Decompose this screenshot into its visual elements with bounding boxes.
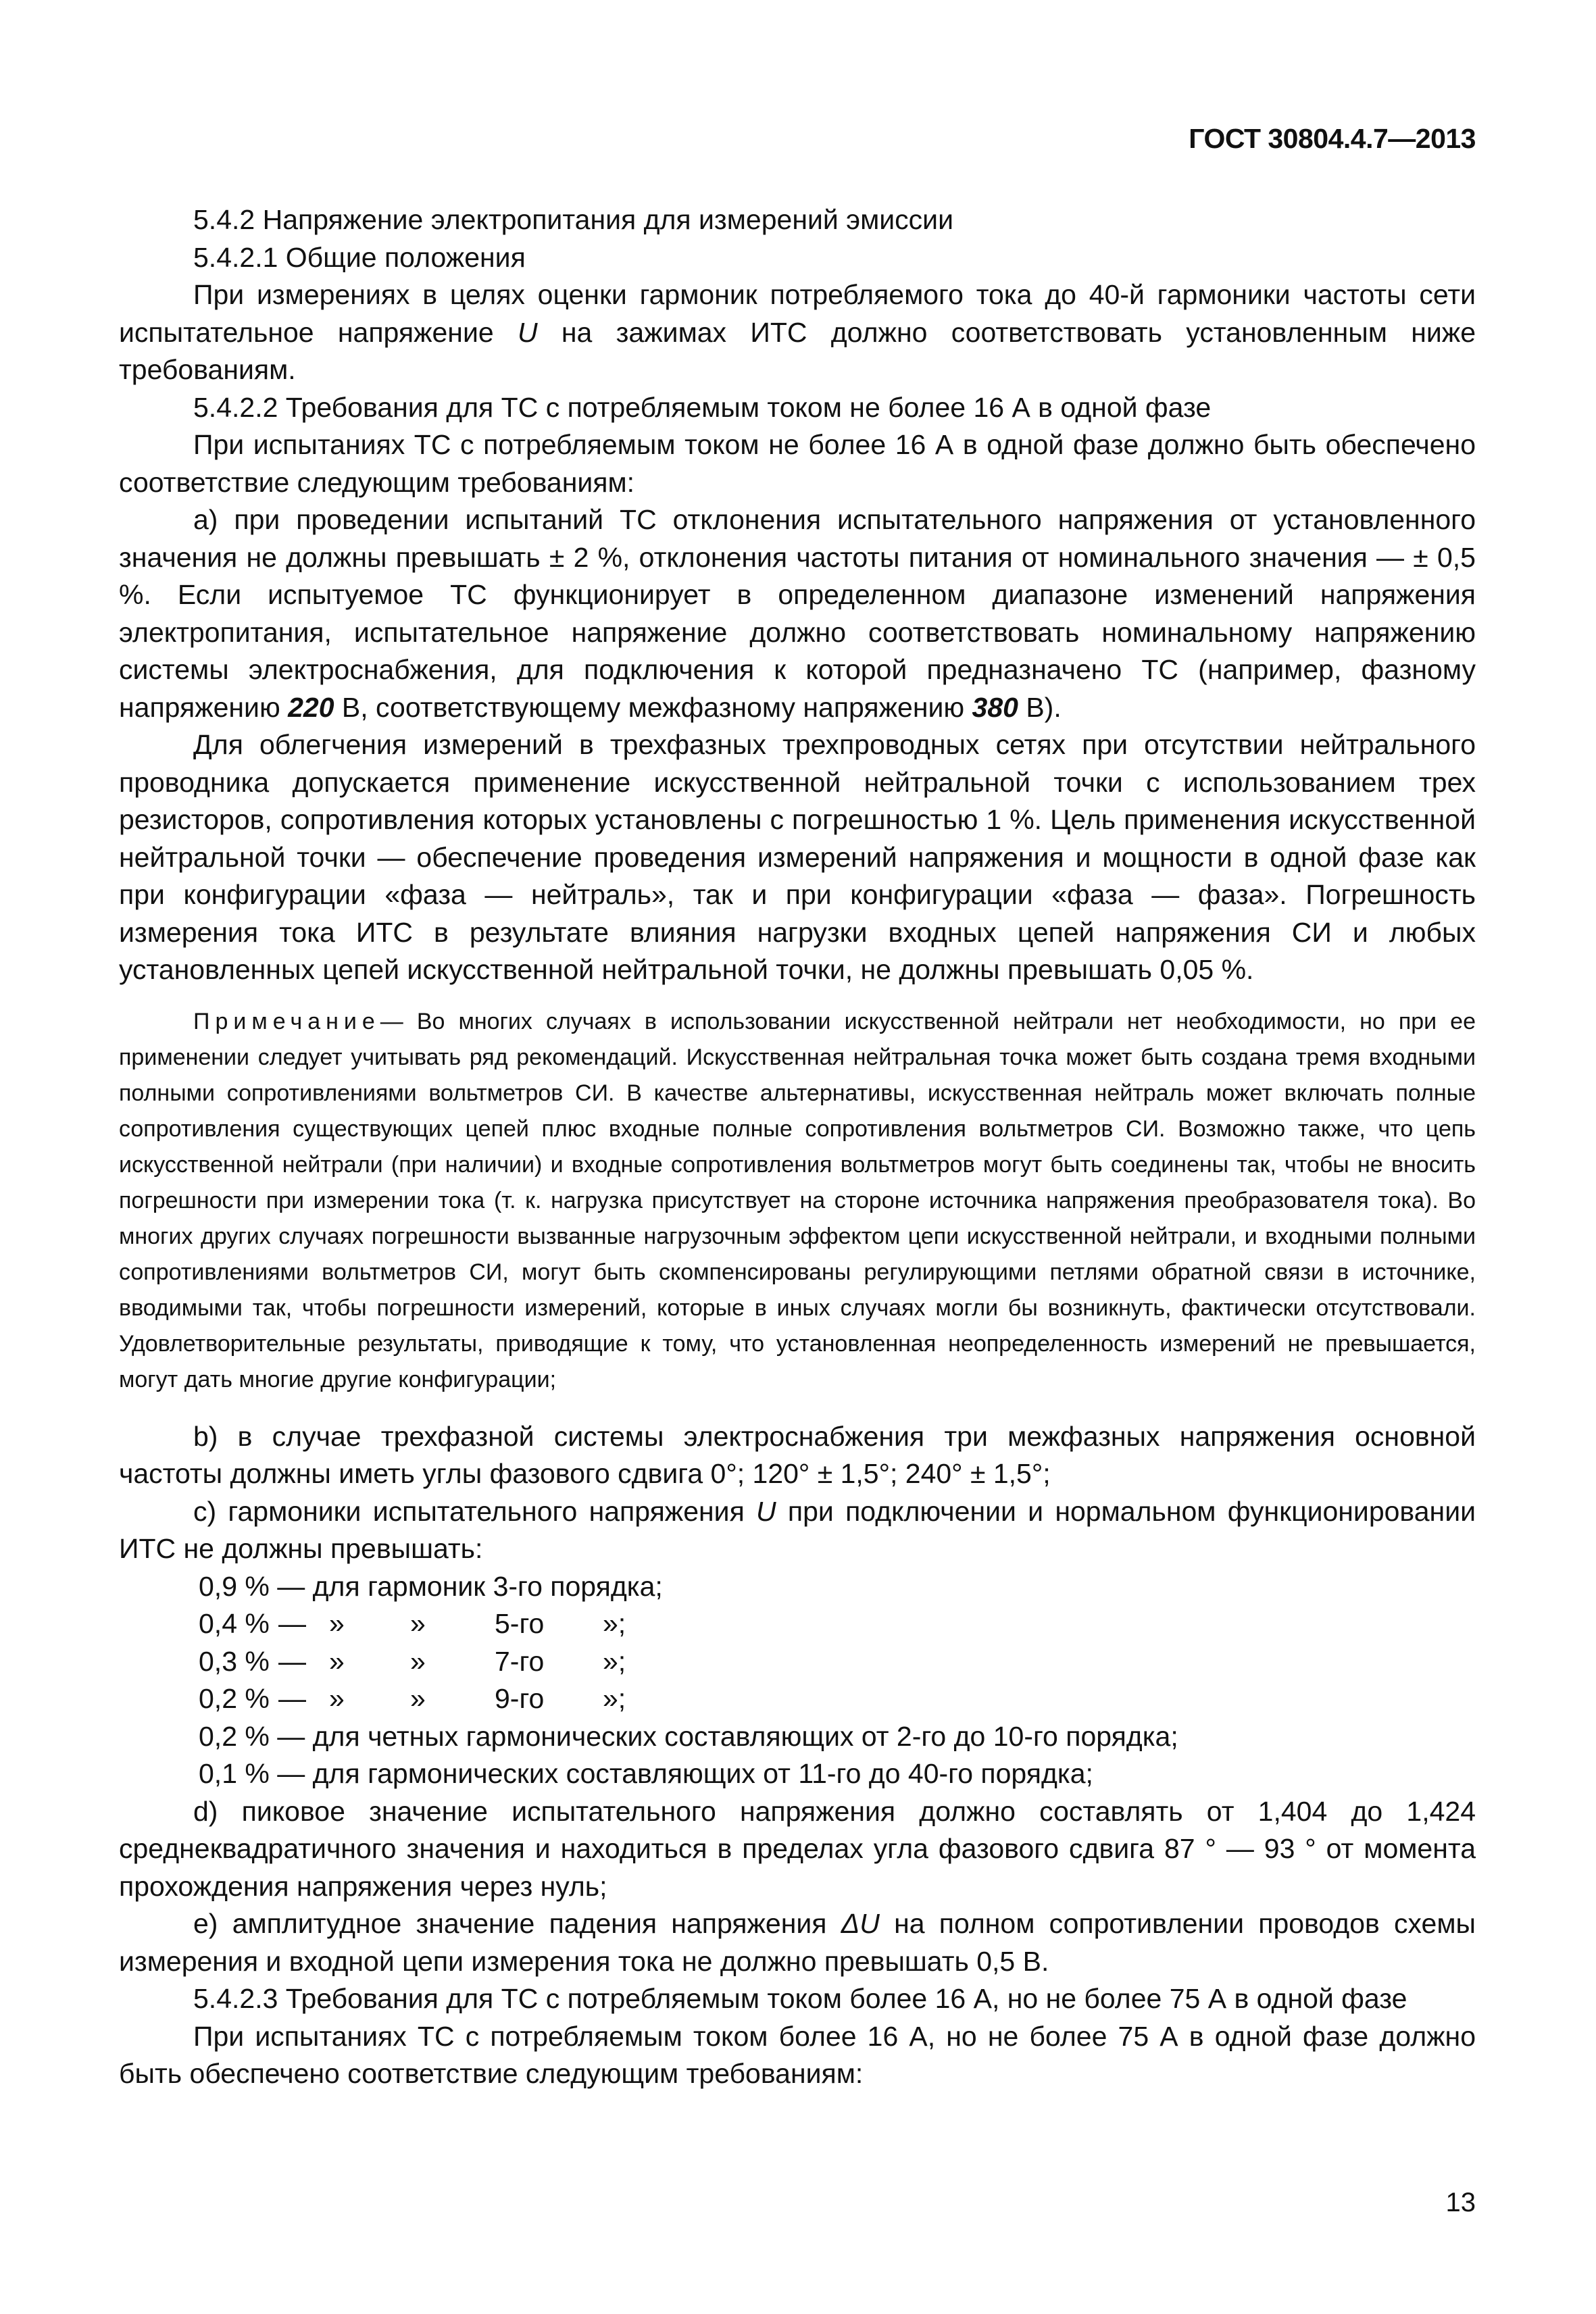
harmonic-limit-5: 0,4 % — » » 5-го »;	[199, 1608, 626, 1639]
note	[119, 1004, 1476, 1398]
list-item-d: d) пиковое значение испытательного напряжения должно составлять от 1,404 до 1,424 среднеквадратичного значения и находиться в пределах угла фазового сдвига 87 ° — 93 ° от момента прохождения напряжения через нуль;	[119, 1795, 1476, 1902]
section-heading-5-4-2: 5.4.2 Напряжение электропитания для измерений эмиссии	[193, 204, 953, 235]
harmonic-limit-even: 0,2 % — для четных гармонических составляющих от 2-го до 10-го порядка;	[199, 1720, 1178, 1752]
list-item-c: c) гармоники испытательного напряжения U при подключении и нормальном функционировании ИТС не должны превышать:	[119, 1495, 1476, 1564]
paragraph: Для облегчения измерений в трехфазных трехпроводных сетях при отсутствии нейтрального проводника допускается применение искусственной нейтральной точки с использованием трех резисторов, сопротивления которых установлены с погрешностью 1 %. Цель применения искусственной нейтральной точки — обеспечение проведения измерений напряжения и мощности в одной фазе как при конфигурации «фаза — нейтраль», так и при конфигурации «фаза — фаза». Погрешность измерения тока ИТС в результате влияния нагрузки входных цепей напряжения СИ и любых установленных цепей искусственной нейтральной точки, не должны превышать 0,05 %.	[119, 729, 1476, 985]
list-item-e: e) амплитудное значение падения напряжения ΔU на полном сопротивлении проводов схемы измерения и входной цепи измерения тока не должно превышать 0,5 В.	[119, 1908, 1476, 1977]
document-body	[119, 201, 1476, 2093]
paragraph: При измерениях в целях оценки гармоник потребляемого тока до 40-й гармоники частоты сети испытательное напряжение U на зажимах ИТС должно соответствовать установленным ниже требованиям.	[119, 279, 1476, 385]
list-item-b: b) в случае трехфазной системы электроснабжения три межфазных напряжения основной частоты должны иметь углы фазового сдвига 0°; 120° ± 1,5°; 240° ± 1,5°;	[119, 1420, 1476, 1489]
standard-designation: ГОСТ 30804.4.7—2013	[1189, 123, 1476, 154]
page-number: 13	[1445, 2188, 1476, 2217]
list-item-a: a) при проведении испытаний ТС отклонения испытательного напряжения от установленного значения не должны превышать ± 2 %, отклонения частоты питания от номинального значения — ± 0,5 %. Если испытуемое ТС функционирует в определенном диапазоне изменений напряжения электропитания, испытательное напряжение должно соответствовать номинальному напряжению системы электроснабжения, для подключения к которой предназначено ТС (например, фазному напряжению 220 В, соответствующему межфазному напряжению 380 В).	[119, 504, 1476, 723]
section-heading-5-4-2-1: 5.4.2.1 Общие положения	[193, 241, 526, 273]
section-heading-5-4-2-2: 5.4.2.2 Требования для ТС с потребляемым током не более 16 А в одной фазе	[193, 391, 1212, 423]
section-heading-5-4-2-3: 5.4.2.3 Требования для ТС с потребляемым током более 16 А, но не более 75 А в одной фазе	[193, 1983, 1407, 2014]
harmonic-limit-7: 0,3 % — » » 7-го »;	[199, 1645, 626, 1677]
note-label: Примечание	[193, 1008, 380, 1034]
harmonic-limit-11-40: 0,1 % — для гармонических составляющих от 11-го до 40-го порядка;	[199, 1758, 1093, 1789]
note-text: — Во многих случаях в использовании искусственной нейтрали нет необходимости, но при ее применении следует учитывать ряд рекомендаций. Искусственная нейтральная точка может быть создана тремя входными полными сопротивлениями вольтметров СИ. В качестве альтернативы, искусственная нейтраль может включать полные сопротивления существующих цепей плюс входные полные сопротивления вольтметров СИ. Возможно также, что цепь искусственной нейтрали (при наличии) и входные сопротивления вольтметров могут быть соединены так, чтобы не вносить погрешности при измерении тока (т. к. нагрузка присутствует на стороне источника напряжения преобразователя тока). Во многих других случаях погрешности вызванные нагрузочным эффектом цепи искусственной нейтрали, и входными полными сопротивлениями вольтметров СИ, могут быть скомпенсированы регулирующими петлями обратной связи в источнике, вводимыми так, чтобы погрешности измерений, которые в иных случаях могли бы возникнуть, фактически отсутствовали. Удовлетворительные результаты, приводящие к тому, что установленная неопределенность измерений не превышается, могут дать многие другие конфигурации;	[119, 1008, 1476, 1392]
harmonic-limit-3: 0,9 % — для гармоник 3-го порядка;	[199, 1570, 663, 1602]
paragraph: При испытаниях ТС с потребляемым током не более 16 А в одной фазе должно быть обеспечено соответствие следующим требованиям:	[119, 429, 1476, 498]
harmonic-limit-9: 0,2 % — » » 9-го »;	[199, 1683, 626, 1714]
paragraph: При испытаниях ТС с потребляемым током более 16 А, но не более 75 А в одной фазе должно быть обеспечено соответствие следующим требованиям:	[119, 2020, 1476, 2089]
